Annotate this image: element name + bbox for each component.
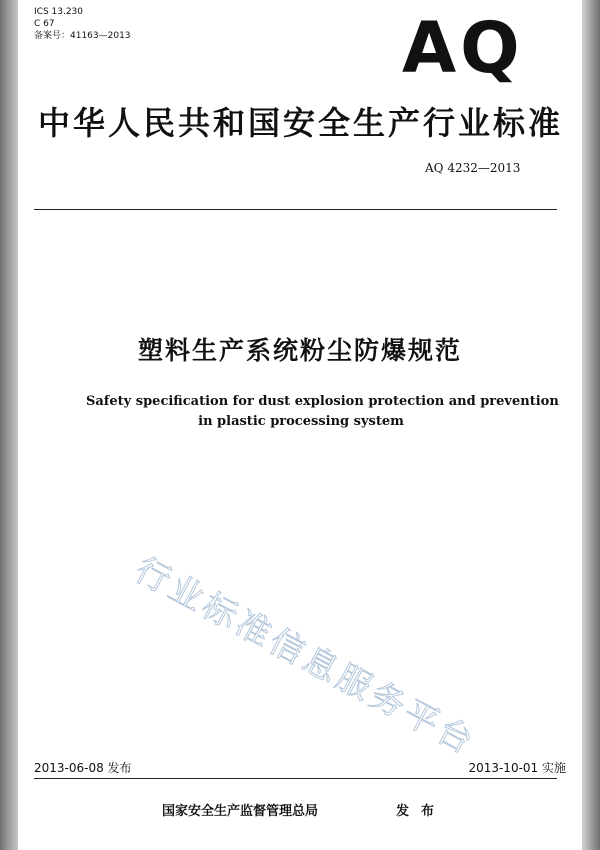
classification-code: C 67 [34,19,55,29]
issue-date: 2013-06-08 发布 [34,761,132,775]
standard-number: AQ 4232—2013 [425,161,521,175]
watermark-text: 行业标准信息服务平台 [128,550,483,764]
top-divider [34,209,557,210]
issuing-authority: 国家安全生产监督管理总局 [162,804,319,819]
ics-code: ICS 13.230 [34,7,84,17]
chinese-document-title: 塑料生产系统粉尘防爆规范 [137,336,462,365]
english-title-line-1: Safety specification for dust explosion protection and prevention [86,394,559,409]
document-metadata [34,6,131,42]
english-title-line-2: in plastic processing system [198,414,404,429]
bottom-divider [34,778,557,779]
implementation-date: 2013-10-01 实施 [468,761,566,775]
aq-logo: AQ [402,7,524,89]
issuing-action: 发布 [396,804,447,819]
english-document-title [86,392,559,432]
industry-standard-title: 中华人民共和国安全生产行业标准 [38,104,564,142]
record-number: 备案号：41163—2013 [34,31,131,41]
